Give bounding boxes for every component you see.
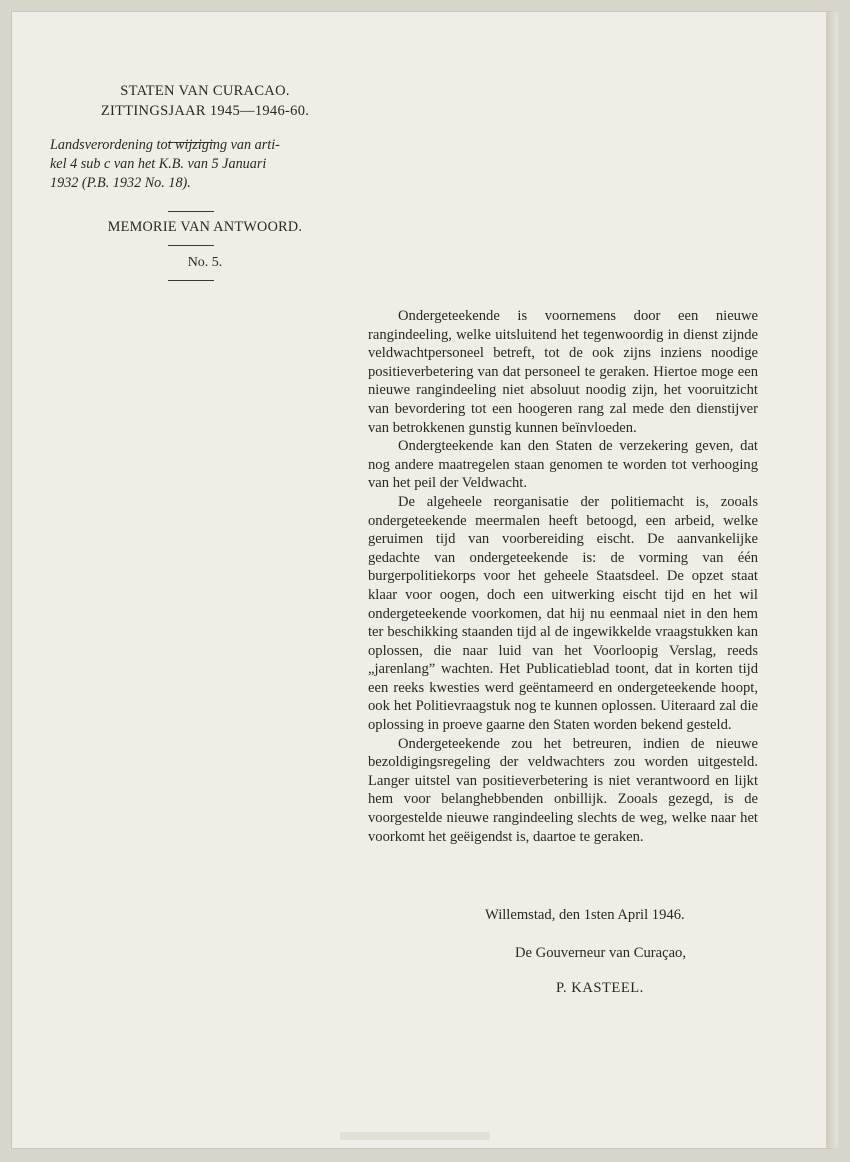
paragraph: Ondergeteekende is voornemens door een nieuwe rangindeeling, welke uitsluitend het tegenwoordig in dienst zijnde veldwachtpersoneel betreft, tot de ook zijns inziens noodige positieverbetering van dat personeel te geraken. Hiertoe moge een nieuwe rangindeeling niet absoluut noodig zijn, het vooruitzicht van bevordering tot een hoogeren rang zal mede den dienstijver van betrokkenen gunstig kunnen beïnvloeden.	[368, 308, 758, 436]
document-number: No. 5.	[187, 255, 223, 270]
law-title	[50, 136, 350, 193]
divider	[168, 280, 214, 281]
paragraph: Ondergeteekende zou het betreuren, indien de nieuwe bezoldigingsregeling der veldwachters zou worden uitgesteld. Langer uitstel van positieverbetering is niet verantwoord en lijkt hem voor belanghebbenden onbillijk. Zooals gezegd, is de voorgestelde nieuwe rangindeeling slechts de weg, welke naar het voorkomt het geëigendst is, daartoe te geraken.	[368, 735, 758, 845]
law-title-line: kel 4 sub c van het K.B. van 5 Januari	[50, 156, 267, 172]
header-title: STATEN VAN CURACAO.	[120, 83, 290, 99]
divider	[168, 245, 214, 246]
divider	[168, 211, 214, 212]
law-title-line: 1932 (P.B. 1932 No. 18).	[50, 175, 191, 191]
signatory-role: De Gouverneur van Curaçao,	[515, 945, 686, 961]
header-session: ZITTINGSJAAR 1945—1946-60.	[100, 103, 310, 119]
page-bottom-mark	[340, 1132, 490, 1140]
document-type: MEMORIE VAN ANTWOORD.	[107, 219, 303, 235]
law-title-line: Landsverordening tot wijziging van arti-	[50, 137, 280, 153]
page-edge-shadow	[826, 12, 838, 1148]
paragraph: De algeheele reorganisatie der politiemacht is, zooals ondergeteekende meermalen heeft betoogd, een arbeid, welke geruimen tijd van voorbereiding eischt. De aanvankelijke gedachte van ondergeteekende is: de vorming van één burgerpolitiekorps voor het geheele Staatsdeel. De opzet staat klaar voor oogen, doch een uitwerking eischt tijd en het wil ondergeteekende voorkomen, dat hij nu eenmaal niet in den hem ter beschikking staanden tijd al de ingewikkelde vraagstukken kan oplossen, die naar luid van het Voorloopig Verslag, reeds „jarenlang” wachten. Het Publicatieblad toont, dat in korten tijd een reeks kwesties werd geëntameerd en ondergeteekende hoopt, ook het Politievraagstuk nog te kunnen oplossen. Uiteraard zal die oplossing in proeve gaarne den Staten worden bekend gesteld.	[368, 493, 758, 734]
signatory-name: P. KASTEEL.	[556, 980, 644, 996]
body-text	[368, 307, 758, 846]
paragraph: Ondergteekende kan den Staten de verzekering geven, dat nog andere maatregelen staan genomen te worden tot verhooging van het peil der Veldwacht.	[368, 438, 758, 492]
place-date: Willemstad, den 1sten April 1946.	[485, 907, 685, 923]
